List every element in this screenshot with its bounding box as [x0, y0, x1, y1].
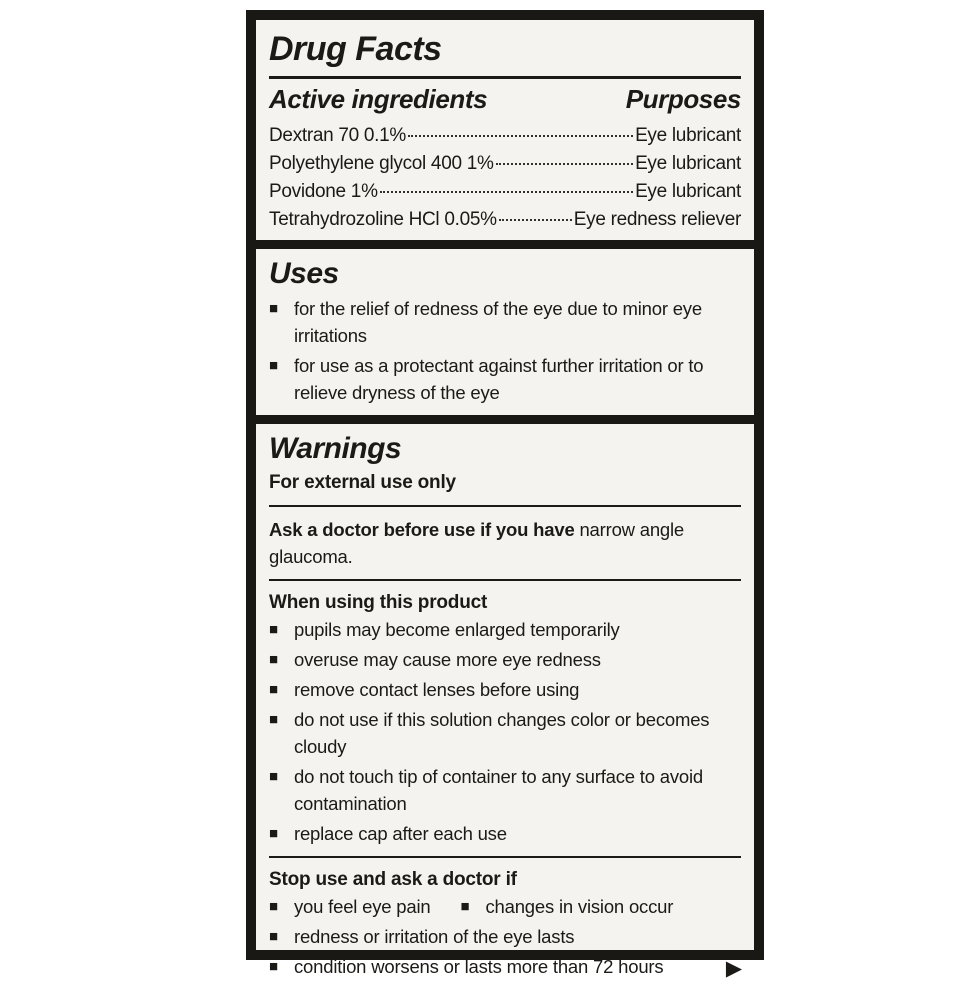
list-item-text: replace cap after each use: [294, 823, 507, 844]
bullet-square-icon: ■: [269, 711, 278, 728]
list-item-text: you feel eye pain: [294, 896, 431, 917]
list-item: [269, 616, 741, 643]
ingredient-row: [269, 122, 741, 150]
list-item-text: overuse may cause more eye redness: [294, 649, 601, 670]
ingredient-name: Povidone 1%: [269, 181, 378, 202]
dotted-leader: [499, 219, 572, 221]
stop-use-heading: Stop use and ask a doctor if: [269, 869, 517, 890]
ingredient-purpose: Eye lubricant: [635, 125, 741, 146]
list-item: [269, 646, 741, 673]
list-item-text: changes in vision occur: [485, 896, 674, 917]
stop-use-list: [269, 893, 741, 980]
section-warnings: [256, 424, 754, 989]
ask-doctor-statement: [269, 516, 741, 570]
ingredient-row: [269, 178, 741, 206]
ingredient-row: [269, 206, 741, 234]
dotted-leader: [408, 135, 633, 137]
purposes-heading: Purposes: [625, 84, 741, 114]
bullet-square-icon: ■: [269, 958, 278, 975]
list-item-text: redness or irritation of the eye lasts: [294, 926, 575, 947]
ingredient-row: [269, 150, 741, 178]
list-item: [269, 923, 741, 950]
list-item-text: remove contact lenses before using: [294, 679, 580, 700]
list-item-pair: [269, 893, 741, 920]
drug-facts-label: [246, 10, 764, 980]
ingredient-purpose: Eye lubricant: [635, 153, 741, 174]
list-item-text: do not use if this solution changes color or becomes cloudy: [294, 709, 710, 757]
list-item: [269, 763, 741, 817]
section-divider: [256, 240, 754, 249]
list-item: [269, 676, 741, 703]
bullet-square-icon: ■: [269, 898, 278, 915]
ingredient-name: Tetrahydrozoline HCl 0.05%: [269, 209, 497, 230]
subsection-divider: [269, 856, 741, 858]
bullet-square-icon: ■: [269, 621, 278, 638]
ingredient-name: Polyethylene glycol 400 1%: [269, 153, 494, 174]
list-item: [269, 820, 741, 847]
continuation-arrow-icon: ▶: [725, 957, 742, 980]
external-use-statement: For external use only: [269, 472, 456, 493]
subsection-divider: [269, 579, 741, 581]
warnings-heading: Warnings: [269, 432, 402, 465]
when-using-heading: When using this product: [269, 592, 488, 613]
list-item: [269, 893, 430, 920]
active-ingredients-heading: Active ingredients: [269, 84, 488, 114]
bullet-square-icon: ■: [269, 928, 278, 945]
list-item-text: for use as a protectant against further irritation or to relieve dryness of the eye: [294, 355, 704, 403]
ask-doctor-lead: Ask a doctor before use if you have: [269, 519, 575, 540]
bullet-square-icon: ■: [269, 825, 278, 842]
subsection-divider: [269, 505, 741, 507]
list-item-text: for the relief of redness of the eye due to minor eye irritations: [294, 298, 702, 346]
bullet-square-icon: ■: [269, 681, 278, 698]
drug-facts-title: Drug Facts: [269, 30, 442, 68]
list-item: [269, 706, 741, 760]
ingredient-purpose: Eye redness reliever: [573, 209, 741, 230]
list-item: [269, 953, 741, 980]
list-item: [460, 893, 673, 920]
list-item-text: condition worsens or lasts more than 72 hours: [294, 956, 664, 977]
bullet-square-icon: ■: [269, 651, 278, 668]
bullet-square-icon: ■: [269, 768, 278, 785]
list-item: [269, 295, 741, 349]
uses-heading: Uses: [269, 257, 339, 290]
section-divider: [256, 415, 754, 424]
list-item: [269, 352, 741, 406]
bullet-square-icon: ■: [269, 357, 278, 374]
title-divider: [269, 76, 741, 79]
section-active-ingredients: [256, 20, 754, 240]
ask-doctor-rest: narrow angle glaucoma.: [269, 519, 685, 567]
uses-list: [269, 295, 741, 406]
ingredient-purpose: Eye lubricant: [635, 181, 741, 202]
bullet-square-icon: ■: [460, 898, 470, 915]
when-using-list: [269, 616, 741, 847]
active-ingredients-header: [269, 84, 741, 115]
dotted-leader: [496, 163, 633, 165]
ingredient-name: Dextran 70 0.1%: [269, 125, 407, 146]
list-item-text: do not touch tip of container to any surface to avoid contamination: [294, 766, 704, 814]
bullet-square-icon: ■: [269, 300, 278, 317]
list-item-text: pupils may become enlarged temporarily: [294, 619, 620, 640]
section-uses: [256, 249, 754, 415]
dotted-leader: [380, 191, 633, 193]
